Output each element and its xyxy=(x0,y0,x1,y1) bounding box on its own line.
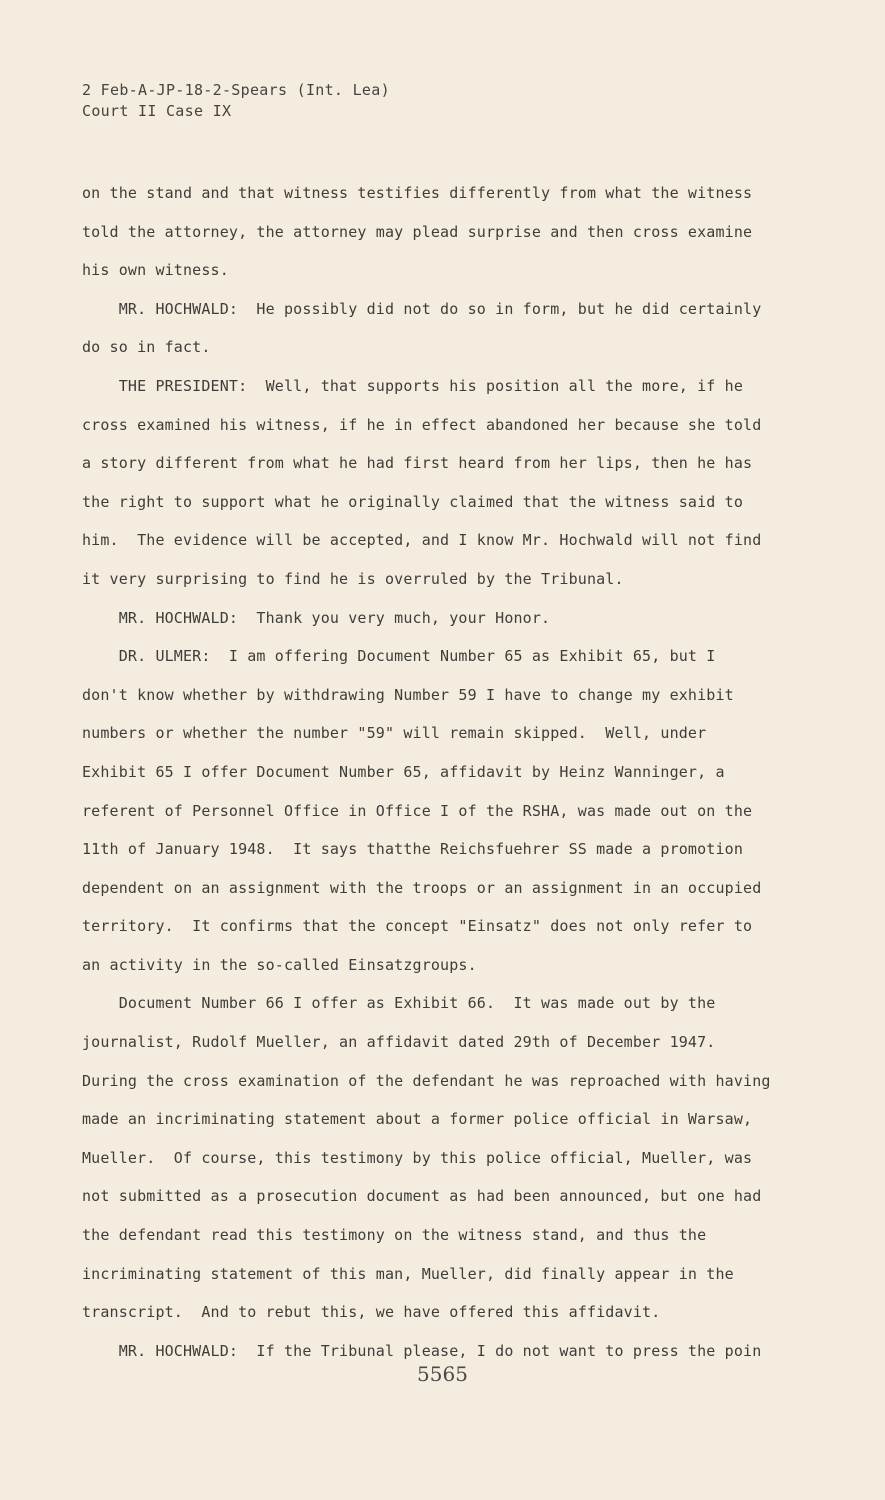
header-line-2: Court II Case IX xyxy=(82,102,232,120)
transcript-line: MR. HOCHWALD: If the Tribunal please, I do not want to press the poin xyxy=(82,1341,762,1360)
page-number: 5565 xyxy=(417,1362,468,1386)
transcript-line: not submitted as a prosecution document as had been announced, but one had xyxy=(82,1187,762,1206)
transcript-line: Exhibit 65 I offer Document Number 65, affidavit by Heinz Wanninger, a xyxy=(82,762,725,781)
transcript-line: 11th of January 1948. It says thatthe Reichsfuehrer SS made a promotion xyxy=(82,840,744,859)
transcript-line: DR. ULMER: I am offering Document Number 65 as Exhibit 65, but I xyxy=(82,647,716,666)
transcript-line: him. The evidence will be accepted, and I know Mr. Hochwald will not find xyxy=(82,531,762,550)
transcript-line: MR. HOCHWALD: He possibly did not do so in form, but he did certainly xyxy=(82,299,762,318)
transcript-body xyxy=(82,174,812,1370)
transcript-line: transcript. And to rebut this, we have offered this affidavit. xyxy=(82,1303,661,1322)
transcript-line: told the attorney, the attorney may plead surprise and then cross examine xyxy=(82,222,753,241)
transcript-line: do so in fact. xyxy=(82,338,211,357)
transcript-line: MR. HOCHWALD: Thank you very much, your Honor. xyxy=(82,608,551,627)
transcript-line: cross examined his witness, if he in effect abandoned her because she told xyxy=(82,415,762,434)
header-line-1: 2 Feb-A-JP-18-2-Spears (Int. Lea) xyxy=(82,81,390,99)
document-header xyxy=(82,80,390,122)
transcript-line: territory. It confirms that the concept "Einsatz" does not only refer to xyxy=(82,917,753,936)
transcript-line: incriminating statement of this man, Mueller, did finally appear in the xyxy=(82,1264,734,1283)
transcript-line: an activity in the so-called Einsatzgroups. xyxy=(82,955,477,974)
transcript-line: referent of Personnel Office in Office I of the RSHA, was made out on the xyxy=(82,801,753,820)
transcript-line: Document Number 66 I offer as Exhibit 66. It was made out by the xyxy=(82,994,716,1013)
transcript-line: THE PRESIDENT: Well, that supports his position all the more, if he xyxy=(82,376,744,395)
transcript-line: Mueller. Of course, this testimony by this police official, Mueller, was xyxy=(82,1148,753,1167)
transcript-line: During the cross examination of the defendant he was reproached with having xyxy=(82,1071,771,1090)
transcript-line: the defendant read this testimony on the witness stand, and thus the xyxy=(82,1226,707,1245)
transcript-line: on the stand and that witness testifies differently from what the witness xyxy=(82,184,753,202)
transcript-line: numbers or whether the number "59" will remain skipped. Well, under xyxy=(82,724,707,743)
transcript-line: don't know whether by withdrawing Number 59 I have to change my exhibit xyxy=(82,685,734,704)
transcript-line: it very surprising to find he is overruled by the Tribunal. xyxy=(82,569,624,588)
transcript-line: journalist, Rudolf Mueller, an affidavit dated 29th of December 1947. xyxy=(82,1033,716,1052)
transcript-line: the right to support what he originally claimed that the witness said to xyxy=(82,492,744,511)
transcript-line: made an incriminating statement about a former police official in Warsaw, xyxy=(82,1110,753,1129)
transcript-line: a story different from what he had first heard from her lips, then he has xyxy=(82,454,753,473)
transcript-line: his own witness. xyxy=(82,261,229,280)
transcript-line: dependent on an assignment with the troops or an assignment in an occupied xyxy=(82,878,762,897)
